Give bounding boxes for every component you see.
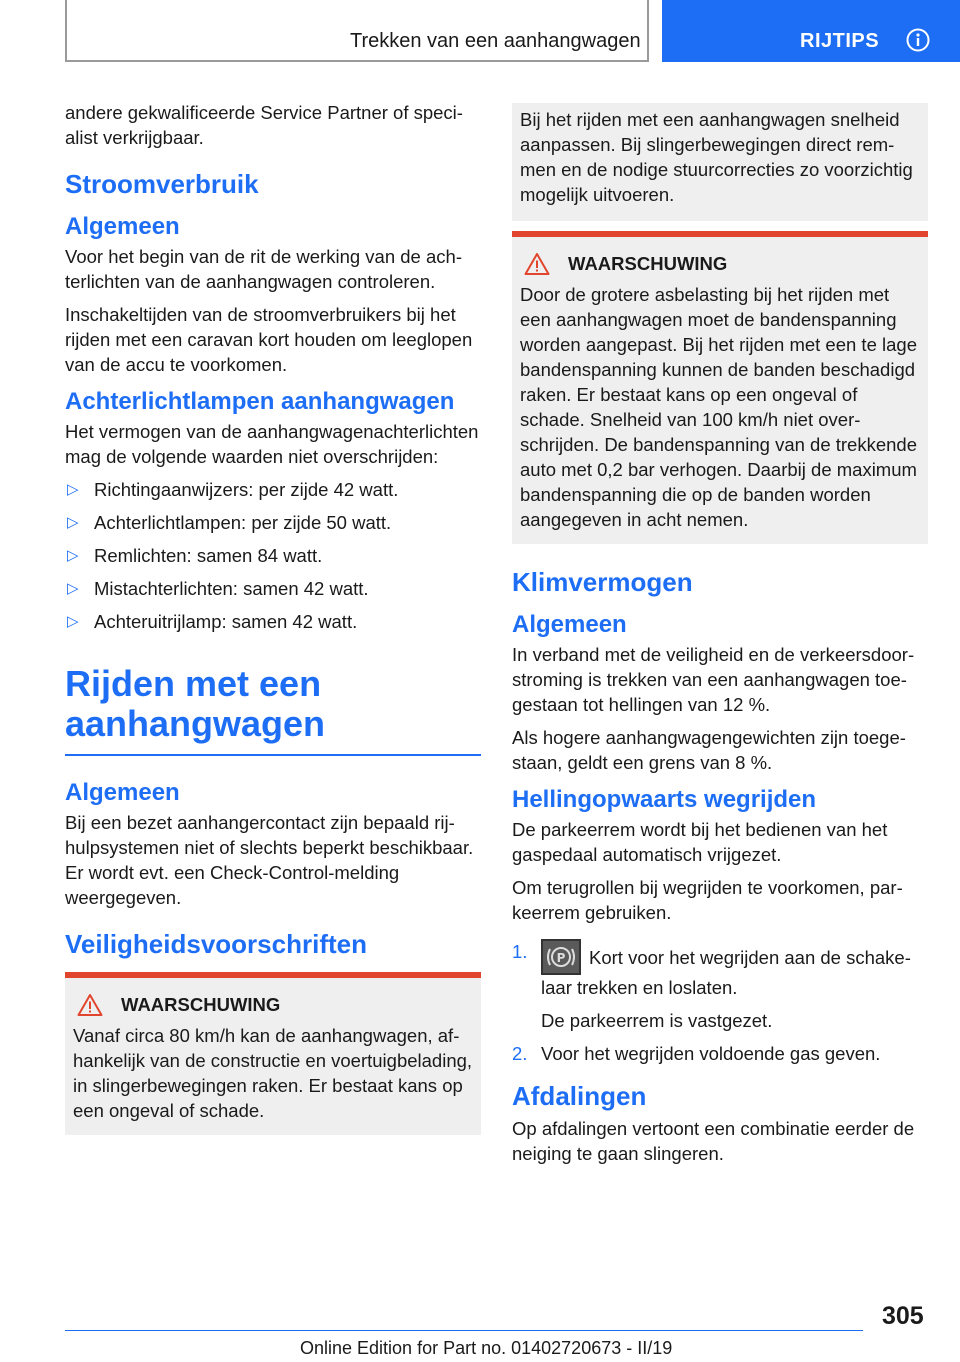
- triangle-bullet-icon: ▷: [67, 580, 79, 597]
- triangle-bullet-icon: ▷: [67, 547, 79, 564]
- heading-divider: [65, 754, 481, 756]
- heading-rijden-met-aanhangwagen: Rijden met een aanhangwagen: [65, 663, 326, 744]
- warning-text: Vanaf circa 80 km/h kan de aanhangwagen, afhankelijk van de constructie en voertuigbelading, in slingerbewegingen raken. Er bestaat kans op een ongeval of schade.: [73, 1025, 473, 1121]
- triangle-bullet-icon: ▷: [67, 514, 79, 531]
- right-column: [512, 103, 928, 1174]
- parking-brake-icon: [541, 939, 581, 975]
- rijden-paragraph: Bij een bezet aanhangercontact zijn bepaald rijhulpsystemen niet of slechts beperkt beschikbaar. Er wordt evt. een Check-Control-melding weergegeven.: [65, 812, 474, 908]
- warning-box: [65, 972, 481, 1135]
- warning-triangle-icon: [524, 252, 550, 276]
- left-column: [65, 100, 481, 1157]
- stroom-paragraph-2: Inschakeltijden van de stroomverbruikers bij het rijden met een caravan kort houden om leeglopen van de accu te voorkomen.: [65, 304, 473, 375]
- section-tab-label: RIJTIPS: [800, 30, 880, 52]
- triangle-bullet-icon: ▷: [67, 481, 79, 498]
- heading-algemeen-stroom: Algemeen: [65, 213, 180, 240]
- heading-hellingopwaarts: Hellingopwaarts wegrijden: [512, 786, 817, 813]
- footer-divider: [65, 1330, 863, 1331]
- step-text: Voor het wegrijden voldoende gas geven.: [541, 1043, 881, 1064]
- warning-triangle-icon: [77, 993, 103, 1017]
- list-item: ▷ Remlichten: samen 84 watt.: [67, 545, 323, 566]
- list-item: ▷ Achteruitrijlamp: samen 42 watt.: [67, 611, 358, 632]
- warning-label: WAARSCHUWING: [568, 253, 728, 274]
- klim-paragraph-1: In verband met de veiligheid en de verkeersdoorstroming is trekken van een aanhangwagen toegestaan tot hellingen van 12 %.: [512, 644, 915, 715]
- stroom-paragraph-1: Voor het begin van de rit de werking van de achterlichten van de aanhangwagen controleren.: [65, 246, 462, 292]
- info-box-text: Bij het rijden met een aanhangwagen snelheid aanpassen. Bij slingerbewegingen direct remmen en de nodige stuurcorrecties zo voorzichtig mogelijk uitvoeren.: [520, 109, 913, 205]
- heading-afdalingen: Afdalingen: [512, 1081, 647, 1111]
- warning-box: [512, 231, 928, 544]
- list-item: [512, 1041, 928, 1066]
- section-tab-rijtips[interactable]: [662, 0, 960, 62]
- info-box: [512, 103, 928, 221]
- afdalingen-paragraph: Op afdalingen vertoont een combinatie eerder de neiging te gaan slingeren.: [512, 1118, 915, 1164]
- warning-text: Door de grotere asbelasting bij het rijden met een aanhangwagen moet de bandenspanning worden aangepast. Bij het rijden met een te lage bandenspanning kunnen de banden beschadigd raken. Er bestaat kans op een ongeval of schade. Snelheid van 100 km/h niet overschrijden. De bandenspanning van de trekkende auto met 0,2 bar verhogen. Daarbij de maximum bandenspanning die op de banden worden aangegeven in acht nemen.: [520, 284, 918, 530]
- triangle-bullet-icon: ▷: [67, 613, 79, 630]
- klim-paragraph-2: Als hogere aanhangwagengewichten zijn toegestaan, geldt een grens van 8 %.: [512, 727, 906, 773]
- heading-klimvermogen: Klimvermogen: [512, 567, 693, 597]
- footer-edition: Online Edition for Part no. 01402720673 - II/19: [300, 1338, 673, 1358]
- heading-algemeen-klim: Algemeen: [512, 611, 627, 638]
- list-item: [512, 939, 928, 1033]
- step-number: 2.: [512, 1043, 528, 1064]
- heading-veiligheidsvoorschriften: Veiligheidsvoorschriften: [65, 929, 367, 959]
- helling-paragraph-2: Om terugrollen bij wegrijden te voorkomen, parkeerrem gebruiken.: [512, 877, 903, 923]
- intro-text: andere gekwalificeerde Service Partner of specialist verkrijgbaar.: [65, 102, 463, 148]
- svg-text:P: P: [556, 951, 566, 965]
- list-item: ▷ Achterlichtlampen: per zijde 50 watt.: [67, 512, 392, 533]
- step-text: Kort voor het wegrijden aan de schakelaar trekken en loslaten.: [541, 947, 911, 998]
- warning-label: WAARSCHUWING: [121, 994, 281, 1015]
- step-number: 1.: [512, 941, 528, 962]
- wattage-list: [65, 477, 481, 634]
- lampen-paragraph: Het vermogen van de aanhangwagenachterlichten mag de volgende waarden niet overschrijden:: [65, 421, 479, 467]
- page-number: 305: [882, 1302, 924, 1330]
- heading-stroomverbruik: Stroomverbruik: [65, 169, 259, 199]
- header-title: Trekken van een aanhangwagen: [350, 30, 641, 52]
- list-item: ▷ Mistachterlichten: samen 42 watt.: [67, 578, 369, 599]
- step-result: De parkeerrem is vastgezet.: [541, 1010, 773, 1031]
- steps-list: [512, 939, 928, 1066]
- helling-paragraph-1: De parkeerrem wordt bij het bedienen van het gaspedaal automatisch vrijgezet.: [512, 819, 888, 865]
- list-item: ▷ Richtingaanwijzers: per zijde 42 watt.: [67, 479, 399, 500]
- info-icon[interactable]: [906, 28, 930, 52]
- heading-achterlichtlampen: Achterlichtlampen aanhangwagen: [65, 388, 455, 415]
- heading-algemeen-rijden: Algemeen: [65, 779, 180, 806]
